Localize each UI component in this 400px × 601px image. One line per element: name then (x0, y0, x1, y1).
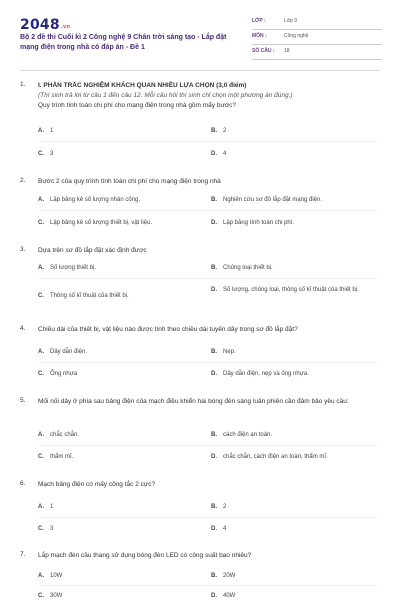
option-d[interactable] (211, 525, 226, 534)
option-text: 3 (50, 526, 54, 532)
question-number: 6. (20, 480, 26, 487)
question-text: Quy trình tính toán chi phí cho mạng điện trong nhà gồm mấy bước? (38, 102, 236, 109)
option-text: Lập bảng kê số lượng nhân công. (50, 197, 141, 203)
option-text: 10W (50, 573, 63, 579)
logo-suffix: .vn (60, 24, 71, 30)
option-text: chắc chắn, cách điện an toàn, thẩm mĩ. (223, 454, 328, 460)
option-text: Số lượng, chủng loại, thông số kĩ thuật của thiết bị. (223, 287, 359, 293)
option-c[interactable] (38, 453, 73, 462)
option-letter: B. (211, 504, 217, 510)
question-number: 2. (20, 177, 26, 184)
option-text: 1 (50, 128, 54, 134)
option-letter: B. (211, 432, 217, 438)
meta-value: Lớp 9 (284, 18, 298, 24)
option-a[interactable] (38, 348, 87, 357)
option-letter: C. (38, 593, 44, 599)
option-letter: A. (38, 128, 44, 134)
option-letter: C. (38, 293, 44, 299)
option-text: 20W (223, 573, 236, 579)
page-header (0, 0, 400, 62)
site-logo[interactable] (20, 17, 70, 33)
section-title: I. PHẦN TRẮC NGHIỆM KHÁCH QUAN NHIỀU LỰA CHỌN (3,0 điểm) (38, 82, 247, 89)
question-text: Bước 2 của quy trình tính toán chi phí cho mạng điện trong nhà (38, 178, 221, 185)
option-b[interactable] (211, 196, 322, 205)
question-number: 5. (20, 397, 26, 404)
option-c[interactable] (38, 370, 77, 379)
section-note: (Thí sinh trả lời từ câu 1 đến câu 12. Mỗi câu hỏi thí sinh chỉ chọn một phương án đúng.) (38, 92, 293, 99)
option-text: Nghiên cứu sơ đồ lắp đặt mạng điện. (223, 197, 323, 203)
option-text: 40W (223, 593, 236, 599)
option-a[interactable] (38, 264, 96, 273)
header-divider (20, 70, 380, 71)
meta-row-count (252, 45, 382, 60)
option-d[interactable] (211, 286, 393, 295)
option-text: Lập bảng tính toán chi phí. (223, 220, 295, 226)
option-letter: B. (211, 573, 217, 579)
option-letter: D. (211, 593, 217, 599)
option-letter: C. (38, 526, 44, 532)
meta-key: LỚP : (252, 18, 266, 24)
option-a[interactable] (38, 572, 62, 581)
option-text: Chủng loại thiết bị. (223, 265, 273, 271)
option-text: Dây dẫn điện. (50, 349, 88, 355)
option-divider (38, 445, 378, 446)
option-b[interactable] (211, 127, 226, 136)
option-b[interactable] (211, 431, 272, 440)
option-text: Dây dẫn điện, nẹp và ống nhựa. (223, 371, 309, 377)
option-text: 30W (50, 593, 63, 599)
meta-row-class (252, 15, 382, 30)
option-d[interactable] (211, 453, 328, 462)
option-b[interactable] (211, 348, 236, 357)
question-text: Chiều dài của thiết bị, vật liệu nào được tính theo chiều dài tuyến dây trong sơ đồ lắp đặt? (38, 326, 298, 333)
option-letter: C. (38, 454, 44, 460)
option-text: thẩm mĩ. (50, 454, 74, 460)
option-a[interactable] (38, 431, 79, 440)
option-text: 4 (223, 151, 227, 157)
option-text: chắc chắn. (50, 432, 80, 438)
option-d[interactable] (211, 370, 309, 379)
option-text: Thông số kĩ thuật của thiết bị. (50, 293, 129, 299)
option-text: Lập bảng kê số lượng thiết bị, vật liệu. (50, 220, 153, 226)
option-c[interactable] (38, 150, 53, 159)
question-number: 4. (20, 325, 26, 332)
option-text: 2 (223, 504, 227, 510)
option-letter: A. (38, 573, 44, 579)
option-b[interactable] (211, 264, 273, 273)
document-title: Bộ 2 đề thi Cuối kì 2 Công nghệ 9 Chân trời sáng tạo - Lắp đặt mạng điện trong nhà có đáp án - Đề 1 (20, 34, 227, 51)
option-letter: A. (38, 349, 44, 355)
document-meta (252, 15, 382, 60)
option-letter: B. (211, 128, 217, 134)
meta-key: MÔN : (252, 33, 267, 39)
option-d[interactable] (211, 219, 294, 228)
option-text: 2 (223, 128, 227, 134)
option-letter: B. (211, 349, 217, 355)
question-number: 1. (20, 81, 26, 88)
option-letter: A. (38, 432, 44, 438)
question-number: 7. (20, 551, 26, 558)
question-text: Mối nối dây ở phía sau bảng điện của mạch điều khiển hai bóng đèn sáng luân phiên cần đảm bảo yêu cầu: (38, 398, 349, 405)
option-c[interactable] (38, 292, 129, 301)
meta-value: Công nghệ (284, 33, 309, 39)
option-letter: D. (211, 454, 217, 460)
option-divider (38, 278, 378, 279)
option-letter: A. (38, 265, 44, 271)
option-text: Nẹp. (223, 349, 236, 355)
option-c[interactable] (38, 525, 53, 534)
option-letter: A. (38, 504, 44, 510)
option-letter: D. (211, 151, 217, 157)
option-text: Số lượng thiết bị. (50, 265, 96, 271)
option-letter: A. (38, 197, 44, 203)
question-text: Lắp mạch đèn cầu thang sử dụng bóng đèn LED có công suất bao nhiêu? (38, 552, 252, 559)
option-text: cách điện an toàn. (223, 432, 273, 438)
meta-row-subject (252, 30, 382, 45)
option-text: 1 (50, 504, 54, 510)
option-letter: D. (211, 220, 217, 226)
option-a[interactable] (38, 196, 140, 205)
option-letter: B. (211, 197, 217, 203)
option-b[interactable] (211, 503, 226, 512)
option-a[interactable] (38, 503, 53, 512)
option-divider (38, 517, 378, 518)
question-text: Mạch bảng điện có mấy công tắc 2 cực? (38, 481, 156, 488)
option-c[interactable] (38, 219, 152, 228)
question-text: Dựa trên sơ đồ lắp đặt xác định được (38, 247, 147, 254)
question-number: 3. (20, 246, 26, 253)
logo-text: 2048 (20, 17, 60, 33)
option-d[interactable] (211, 150, 226, 159)
option-text: Ống nhựa (50, 371, 78, 377)
option-letter: C. (38, 371, 44, 377)
option-letter: D. (211, 287, 217, 293)
option-letter: D. (211, 371, 217, 377)
meta-value: 18 (284, 48, 290, 54)
option-text: 4 (223, 526, 227, 532)
option-divider (38, 362, 378, 363)
option-divider (38, 210, 378, 211)
meta-key: SỐ CÂU : (252, 48, 275, 54)
option-divider (38, 141, 378, 142)
question-content (38, 81, 383, 111)
option-b[interactable] (211, 572, 235, 581)
option-a[interactable] (38, 127, 53, 136)
option-letter: C. (38, 151, 44, 157)
option-divider (38, 585, 378, 586)
option-text: 3 (50, 151, 54, 157)
option-letter: B. (211, 265, 217, 271)
option-letter: D. (211, 526, 217, 532)
option-letter: C. (38, 220, 44, 226)
